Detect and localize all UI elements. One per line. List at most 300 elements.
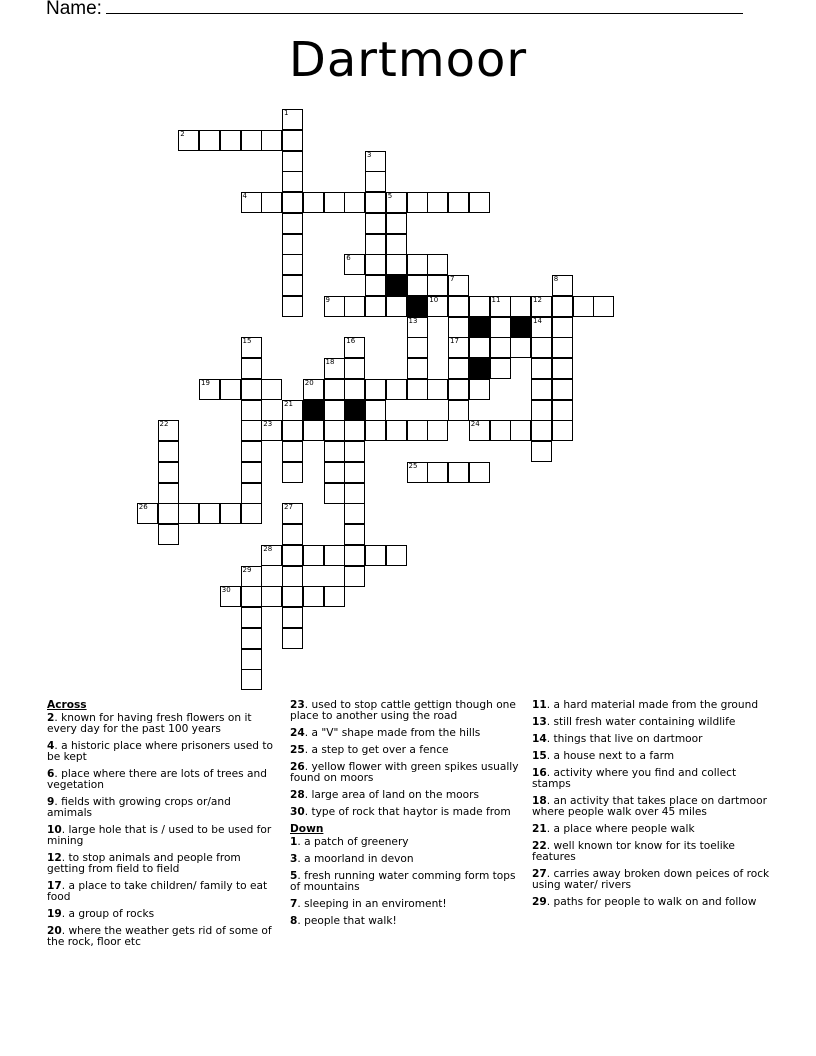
grid-cell[interactable] [531,420,552,441]
clue-text: . where the weather gets rid of some of the rock, floor etc [47,925,272,948]
clue-number: 22 [159,420,169,429]
grid-cell[interactable] [344,379,365,400]
grid-cell[interactable] [365,192,386,213]
clue-number: 24 [470,420,480,429]
grid-cell[interactable] [261,545,282,566]
grid-cell[interactable] [448,192,469,213]
clue-text: . used to stop cattle gettign though one place to another using the road [290,699,516,722]
clue-number: 18 [325,358,335,366]
grid-cell[interactable] [448,462,469,483]
grid-cell[interactable] [510,296,531,317]
down-clue [290,916,520,927]
clue-number: 12 [533,295,542,304]
clue-text: . carries away broken down peices of rock using water/ rivers [532,868,770,891]
clue-text: . fields with growing crops or/and amimals [47,796,231,819]
grid-cell[interactable] [241,379,262,400]
grid-cell[interactable] [220,503,241,524]
grid-cell[interactable] [303,545,324,566]
clue-number: 4 [242,192,247,200]
grid-cell[interactable] [282,524,303,545]
grid-cell[interactable] [365,379,386,400]
grid-cell[interactable] [510,420,531,441]
clue-num: 6 [47,768,55,780]
clue-number: 25 [408,461,418,470]
clue-number: 10 [429,295,439,304]
clue-text: . a historic place where prisoners used to be kept [47,740,274,763]
down-clue [532,841,772,863]
grid-cell[interactable] [365,254,386,275]
grid-cell[interactable] [365,545,386,566]
grid-cell[interactable] [344,545,365,566]
grid-cell[interactable] [573,296,594,317]
grid-cell[interactable] [158,503,179,524]
grid-cell[interactable] [386,234,407,255]
grid-cell[interactable] [365,151,386,172]
grid-cell[interactable] [261,586,282,607]
clue-text: . place where there are lots of trees and vegetation [47,768,267,791]
grid-cell[interactable] [282,151,303,172]
grid-cell[interactable] [531,296,552,317]
grid-cell[interactable] [365,171,386,192]
grid-cell[interactable] [220,586,241,607]
grid-cell[interactable] [407,254,428,275]
grid-cell[interactable] [324,483,345,504]
clue-number: 28 [263,544,273,553]
clue-num: 1 [290,836,298,848]
grid-cell[interactable] [531,337,552,358]
grid-cell[interactable] [324,545,345,566]
across-clue [47,769,277,791]
clue-number: 17 [450,337,459,346]
grid-cell[interactable] [324,462,345,483]
grid-cell[interactable] [407,420,428,441]
clue-num: 5 [290,870,298,882]
grid-cell[interactable] [241,400,262,421]
clue-num: 22 [532,840,547,852]
down-clue [532,768,772,790]
page-title: Dartmoor [288,32,528,88]
grid-cell[interactable] [344,358,365,379]
grid-cell[interactable] [344,337,365,358]
grid-cell[interactable] [531,358,552,379]
grid-cell[interactable] [386,192,407,213]
grid-cell[interactable] [137,503,158,524]
clue-num: 4 [47,740,55,752]
clue-number: 15 [242,337,252,346]
clue-text: . a "V" shape made from the hills [304,727,481,739]
across-clue [290,745,520,756]
grid-block [303,400,324,421]
grid-cell[interactable] [261,379,282,400]
grid-cell[interactable] [552,296,573,317]
down-clue [532,700,772,711]
grid-cell[interactable] [386,296,407,317]
grid-cell[interactable] [241,462,262,483]
clue-num: 28 [290,789,305,801]
grid-block [469,317,490,338]
clue-num: 8 [290,915,298,927]
grid-cell[interactable] [448,337,469,358]
clue-number: 13 [408,316,418,325]
grid-cell[interactable] [158,462,179,483]
grid-cell[interactable] [552,337,573,358]
across-clue [47,713,277,735]
grid-cell[interactable] [261,192,282,213]
grid-cell[interactable] [282,441,303,462]
grid-cell[interactable] [386,379,407,400]
grid-cell[interactable] [365,234,386,255]
grid-cell[interactable] [344,254,365,275]
grid-cell[interactable] [178,130,199,151]
clue-num: 19 [47,908,62,920]
grid-cell[interactable] [324,379,345,400]
down-clue [290,871,520,893]
grid-cell[interactable] [220,379,241,400]
grid-cell[interactable] [510,337,531,358]
grid-cell[interactable] [282,545,303,566]
clue-num: 26 [290,761,305,773]
grid-cell[interactable] [448,358,469,379]
across-clue [290,762,520,784]
grid-cell[interactable] [324,296,345,317]
across-clue [47,853,277,875]
grid-cell[interactable] [282,275,303,296]
clue-number: 23 [263,420,273,429]
grid-cell[interactable] [344,566,365,587]
grid-cell[interactable] [241,586,262,607]
grid-cell[interactable] [324,441,345,462]
grid-block [407,296,428,317]
down-clue [532,796,772,818]
grid-cell[interactable] [241,503,262,524]
clue-num: 29 [532,896,547,908]
grid-cell[interactable] [365,400,386,421]
grid-cell[interactable] [552,275,573,296]
clue-number: 8 [553,275,559,283]
grid-cell[interactable] [490,358,511,379]
clue-num: 17 [47,880,62,892]
grid-cell[interactable] [178,503,199,524]
name-label: Name: [46,0,102,19]
grid-cell[interactable] [261,130,282,151]
clue-text: . sleeping in an enviroment! [297,898,447,910]
clue-num: 12 [47,852,62,864]
grid-cell[interactable] [241,628,262,649]
grid-cell[interactable] [282,503,303,524]
grid-cell[interactable] [407,337,428,358]
grid-cell[interactable] [303,420,324,441]
across-clue [47,797,277,819]
grid-cell[interactable] [261,420,282,441]
grid-cell[interactable] [448,317,469,338]
grid-cell[interactable] [282,607,303,628]
grid-cell[interactable] [199,130,220,151]
grid-cell[interactable] [427,462,448,483]
grid-cell[interactable] [386,420,407,441]
grid-cell[interactable] [344,483,365,504]
grid-cell[interactable] [490,317,511,338]
across-clue [47,825,277,847]
clue-number: 11 [491,295,501,304]
grid-block [469,358,490,379]
clues-column-3 [532,700,772,914]
grid-cell[interactable] [407,462,428,483]
grid-cell[interactable] [552,317,573,338]
down-heading: Down [290,823,324,835]
clue-number: 7 [450,275,455,283]
clue-text: . paths for people to walk on and follow [546,896,757,908]
grid-cell[interactable] [469,462,490,483]
clue-num: 27 [532,868,547,880]
grid-cell[interactable] [469,337,490,358]
clue-num: 3 [290,853,298,865]
grid-block [344,400,365,421]
grid-cell[interactable] [241,337,262,358]
clue-text: . people that walk! [297,915,397,927]
grid-cell[interactable] [241,358,262,379]
grid-cell[interactable] [282,628,303,649]
grid-cell[interactable] [344,420,365,441]
grid-cell[interactable] [469,379,490,400]
grid-cell[interactable] [407,379,428,400]
clue-num: 7 [290,898,298,910]
grid-cell[interactable] [324,358,345,379]
clue-number: 30 [221,586,231,595]
grid-cell[interactable] [282,192,303,213]
grid-cell[interactable] [199,503,220,524]
grid-cell[interactable] [241,566,262,587]
clue-text: . a place where people walk [546,823,695,835]
down-clue [290,854,520,865]
grid-cell[interactable] [324,400,345,421]
across-clue [290,728,520,739]
down-clue [532,734,772,745]
across-clue [47,926,277,948]
clue-text: . still fresh water containing wildlife [546,716,736,728]
clue-number: 14 [533,316,542,325]
clue-num: 9 [47,796,55,808]
grid-cell[interactable] [344,524,365,545]
clue-text: . a group of rocks [61,908,155,920]
grid-cell[interactable] [552,379,573,400]
grid-cell[interactable] [303,586,324,607]
clue-number: 9 [325,295,330,304]
grid-cell[interactable] [241,441,262,462]
grid-cell[interactable] [469,296,490,317]
grid-cell[interactable] [282,234,303,255]
clue-number: 21 [284,399,293,408]
grid-cell[interactable] [407,317,428,338]
grid-cell[interactable] [448,400,469,421]
across-clue [290,807,520,818]
grid-cell[interactable] [324,420,345,441]
grid-cell[interactable] [531,441,552,462]
clue-text: . a step to get over a fence [304,744,449,756]
grid-cell[interactable] [241,607,262,628]
across-clue [47,909,277,920]
clue-text: . things that live on dartmoor [546,733,703,745]
grid-cell[interactable] [241,130,262,151]
clue-text: . fresh running water comming form tops of mountains [290,870,516,893]
grid-cell[interactable] [303,192,324,213]
grid-cell[interactable] [282,420,303,441]
clue-num: 23 [290,699,305,711]
grid-cell[interactable] [365,213,386,234]
across-clue [47,741,277,763]
clue-text: . known for having fresh flowers on it every day for the past 100 years [47,712,252,735]
clue-num: 30 [290,806,305,818]
clue-text: . well known tor know for its toelike features [532,840,735,863]
clue-text: . an activity that takes place on dartmoor where people walk over 45 miles [532,795,767,818]
clue-number: 26 [138,503,148,512]
grid-cell[interactable] [490,296,511,317]
grid-cell[interactable] [344,503,365,524]
grid-cell[interactable] [407,275,428,296]
grid-cell[interactable] [552,400,573,421]
grid-cell[interactable] [490,420,511,441]
grid-cell[interactable] [407,192,428,213]
grid-cell[interactable] [241,192,262,213]
grid-cell[interactable] [365,275,386,296]
grid-cell[interactable] [282,254,303,275]
grid-cell[interactable] [593,296,614,317]
grid-cell[interactable] [324,586,345,607]
clue-num: 24 [290,727,305,739]
grid-cell[interactable] [344,441,365,462]
clue-number: 20 [304,378,314,387]
clue-number: 29 [242,565,252,574]
clue-text: . activity where you find and collect stamps [532,767,737,790]
clue-text: . to stop animals and people from getting from field to field [47,852,241,875]
grid-cell[interactable] [552,420,573,441]
grid-cell[interactable] [344,462,365,483]
grid-cell[interactable] [490,337,511,358]
grid-cell[interactable] [427,254,448,275]
down-clue [532,717,772,728]
grid-cell[interactable] [365,296,386,317]
grid-cell[interactable] [448,275,469,296]
grid-cell[interactable] [241,420,262,441]
grid-cell[interactable] [427,275,448,296]
clue-number: 1 [284,109,289,117]
grid-cell[interactable] [241,483,262,504]
across-heading: Across [47,699,87,711]
across-clue [290,790,520,801]
grid-cell[interactable] [282,462,303,483]
grid-cell[interactable] [427,192,448,213]
clue-text: . large hole that is / used to be used for mining [47,824,272,847]
grid-cell[interactable] [282,400,303,421]
clue-text: . a house next to a farm [546,750,675,762]
clue-number: 19 [201,378,210,387]
clue-number: 3 [367,150,372,159]
grid-cell[interactable] [282,130,303,151]
clue-num: 20 [47,925,62,937]
down-clue [532,751,772,762]
grid-cell[interactable] [427,296,448,317]
grid-cell[interactable] [282,171,303,192]
grid-cell[interactable] [199,379,220,400]
clue-num: 21 [532,823,547,835]
clue-num: 14 [532,733,547,745]
clue-number: 6 [346,254,351,263]
grid-cell[interactable] [427,420,448,441]
grid-cell[interactable] [303,379,324,400]
clue-number: 2 [180,129,185,138]
grid-cell[interactable] [158,524,179,545]
clue-num: 13 [532,716,547,728]
clue-num: 2 [47,712,55,724]
grid-cell[interactable] [386,254,407,275]
down-clue [290,837,520,848]
clues-column-2 [290,700,520,933]
grid-cell[interactable] [531,317,552,338]
down-clue [532,824,772,835]
grid-cell[interactable] [386,213,407,234]
down-clue [532,869,772,891]
grid-cell[interactable] [365,420,386,441]
grid-cell[interactable] [324,192,345,213]
clue-num: 18 [532,795,547,807]
clue-number: 27 [284,503,293,512]
down-clue [532,897,772,908]
clue-number: 5 [387,192,393,200]
across-clue [290,700,520,722]
grid-cell[interactable] [344,296,365,317]
down-clue [290,899,520,910]
grid-cell[interactable] [552,358,573,379]
grid-cell[interactable] [448,379,469,400]
grid-cell[interactable] [469,420,490,441]
clue-text: . a moorland in devon [297,853,414,865]
grid-cell[interactable] [282,296,303,317]
clue-text: . large area of land on the moors [304,789,479,801]
grid-cell[interactable] [469,192,490,213]
grid-cell[interactable] [158,420,179,441]
grid-cell[interactable] [220,130,241,151]
grid-cell[interactable] [344,192,365,213]
clue-num: 11 [532,699,547,711]
grid-cell[interactable] [531,400,552,421]
grid-cell[interactable] [241,649,262,670]
clues-column-1 [47,700,277,954]
grid-cell[interactable] [158,441,179,462]
clue-text: . a place to take children/ family to eat food [47,880,268,903]
clue-num: 25 [290,744,305,756]
grid-cell[interactable] [407,358,428,379]
grid-block [510,317,531,338]
clue-text: . yellow flower with green spikes usually found on moors [290,761,519,784]
clue-num: 15 [532,750,547,762]
grid-cell[interactable] [531,379,552,400]
grid-cell[interactable] [448,296,469,317]
grid-block [386,275,407,296]
grid-cell[interactable] [241,669,262,690]
grid-cell[interactable] [427,379,448,400]
clue-text: . a patch of greenery [297,836,409,848]
grid-cell[interactable] [386,545,407,566]
clue-num: 16 [532,767,547,779]
clue-text: . a hard material made from the ground [546,699,759,711]
clue-number: 16 [346,337,356,346]
grid-cell[interactable] [282,109,303,130]
grid-cell[interactable] [282,213,303,234]
grid-cell[interactable] [282,566,303,587]
grid-cell[interactable] [158,483,179,504]
grid-cell[interactable] [282,586,303,607]
clue-num: 10 [47,824,62,836]
clue-text: . type of rock that haytor is made from [304,806,511,818]
